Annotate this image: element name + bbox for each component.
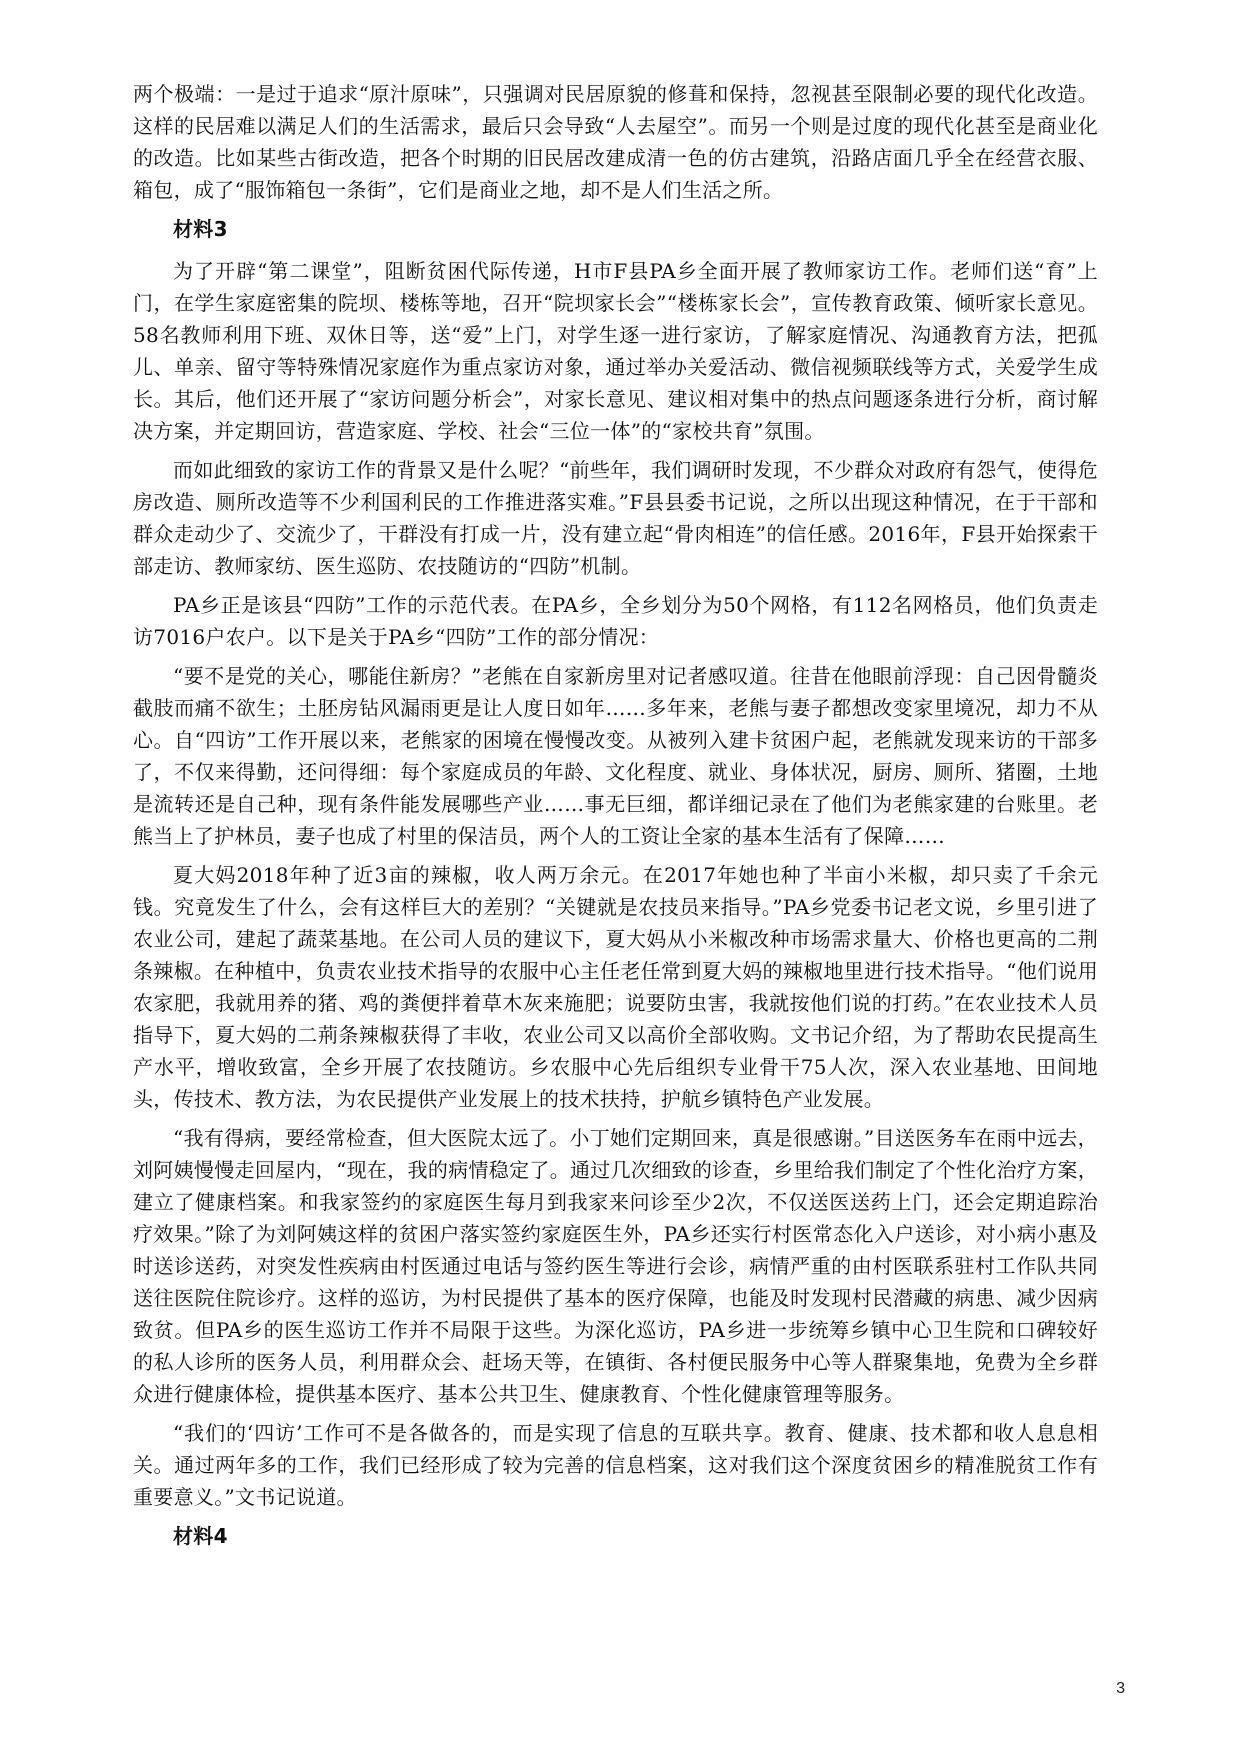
document-body: [133, 78, 1098, 1562]
page-number: 3: [1116, 1680, 1125, 1697]
paragraph: 为了开辟“第二课堂”，阻断贫困代际传递，H市F县PA乡全面开展了教师家访工作。老师们送“育”上门，在学生家庭密集的院坝、楼栋等地，召开“院坝家长会”“楼栋家长会”，宣传教育政策、倾听家长意见。58名教师利用下班、双休日等，送“爱”上门，对学生逐一进行家访，了解家庭情况、沟通教育方法，把孤儿、单亲、留守等特殊情况家庭作为重点家访对象，通过举办关爱活动、微信视频联线等方式，关爱学生成长。其后，他们还开展了“家访问题分析会”，对家长意见、建议相对集中的热点问题逐条进行分析，商讨解决方案，并定期回访，营造家庭、学校、社会“三位一体”的“家校共育”氛围。: [133, 259, 1098, 443]
section-heading-material-3: 材料3: [173, 217, 228, 241]
paragraph-continuation: 两个极端：一是过于追求“原汁原味”，只强调对民居原貌的修葺和保持，忽视甚至限制必要的现代化改造。这样的民居难以满足人们的生活需求，最后只会导致“人去屋空”。而另一个则是过度的现代化甚至是商业化的改造。比如某些古街改造，把各个时期的旧民居改建成清一色的仿古建筑，沿路店面几乎全在经营衣服、箱包，成了“服饰箱包一条街”，它们是商业之地，却不是人们生活之所。: [133, 82, 1098, 202]
paragraph: “要不是党的关心，哪能住新房？”老熊在自家新房里对记者感叹道。往昔在他眼前浮现：自己因骨髓炎截肢而痛不欲生；土胚房钻风漏雨更是让人度日如年……多年来，老熊与妻子都想改变家里境况，却力不从心。自“四访”工作开展以来，老熊家的困境在慢慢改变。从被列入建卡贫困户起，老熊就发现来访的干部多了，不仅来得勤，还问得细：每个家庭成员的年龄、文化程度、就业、身体状况，厨房、厕所、猪圈，土地是流转还是自己种，现有条件能发展哪些产业……事无巨细，都详细记录在了他们为老熊家建的台账里。老熊当上了护林员，妻子也成了村里的保洁员，两个人的工资让全家的基本生活有了保障……: [133, 664, 1098, 848]
paragraph: 而如此细致的家访工作的背景又是什么呢？“前些年，我们调研时发现，不少群众对政府有怨气，使得危房改造、厕所改造等不少利国利民的工作推进落实难。”F县县委书记说，之所以出现这种情况，在于干部和群众走动少了、交流少了，干群没有打成一片，没有建立起“骨肉相连”的信任感。2016年，F县开始探索干部走访、教师家纺、医生巡防、农技随访的“四防”机制。: [133, 458, 1098, 578]
paragraph: PA乡正是该县“四防”工作的示范代表。在PA乡，全乡划分为50个网格，有112名网格员，他们负责走访7016户农户。以下是关于PA乡“四防”工作的部分情况：: [133, 593, 1098, 649]
section-heading-material-4: 材料4: [173, 1524, 228, 1548]
paragraph: “我们的‘四访’工作可不是各做各的，而是实现了信息的互联共享。教育、健康、技术都和收人息息相关。通过两年多的工作，我们已经形成了较为完善的信息档案，这对我们这个深度贫困乡的精准脱贫工作有重要意义。”文书记说道。: [133, 1421, 1098, 1509]
paragraph: “我有得病，要经常检查，但大医院太远了。小丁她们定期回来，真是很感谢。”目送医务车在雨中远去，刘阿姨慢慢走回屋内，“现在，我的病情稳定了。通过几次细致的诊查，乡里给我们制定了个性化治疗方案，建立了健康档案。和我家签约的家庭医生每月到我家来问诊至少2次，不仅送医送药上门，还会定期追踪治疗效果。”除了为刘阿姨这样的贫困户落实签约家庭医生外，PA乡还实行村医常态化入户送诊，对小病小惠及时送诊送药，对突发性疾病由村医通过电话与签约医生等进行会诊，病情严重的由村医联系驻村工作队共同送往医院住院诊疗。这样的巡访，为村民提供了基本的医疗保障，也能及时发现村民潜藏的病患、减少因病致贫。但PA乡的医生巡访工作并不局限于这些。为深化巡访，PA乡进一步统筹乡镇中心卫生院和口碑较好的私人诊所的医务人员，利用群众会、赶场天等，在镇街、各村便民服务中心等人群聚集地，免费为全乡群众进行健康体检，提供基本医疗、基本公共卫生、健康教育、个性化健康管理等服务。: [133, 1126, 1098, 1406]
paragraph: 夏大妈2018年种了近3亩的辣椒，收人两万余元。在2017年她也种了半亩小米椒，却只卖了千余元钱。究竟发生了什么，会有这样巨大的差别？“关键就是农技员来指导。”PA乡党委书记老文说，乡里引进了农业公司，建起了蔬菜基地。在公司人员的建议下，夏大妈从小米椒改种市场需求量大、价格也更高的二荆条辣椒。在种植中，负责农业技术指导的农服中心主任老任常到夏大妈的辣椒地里进行技术指导。“他们说用农家肥，我就用养的猪、鸡的粪便拌着草木灰来施肥；说要防虫害，我就按他们说的打药。”在农业技术人员指导下，夏大妈的二荊条辣椒获得了丰收，农业公司又以高价全部收购。文书记介绍，为了帮助农民提高生产水平，增收致富，全乡开展了农技随访。乡农服中心先后组织专业骨干75人次，深入农业基地、田间地头，传技术、教方法，为农民提供产业发展上的技术扶持，护航乡镇特色产业发展。: [133, 863, 1098, 1111]
